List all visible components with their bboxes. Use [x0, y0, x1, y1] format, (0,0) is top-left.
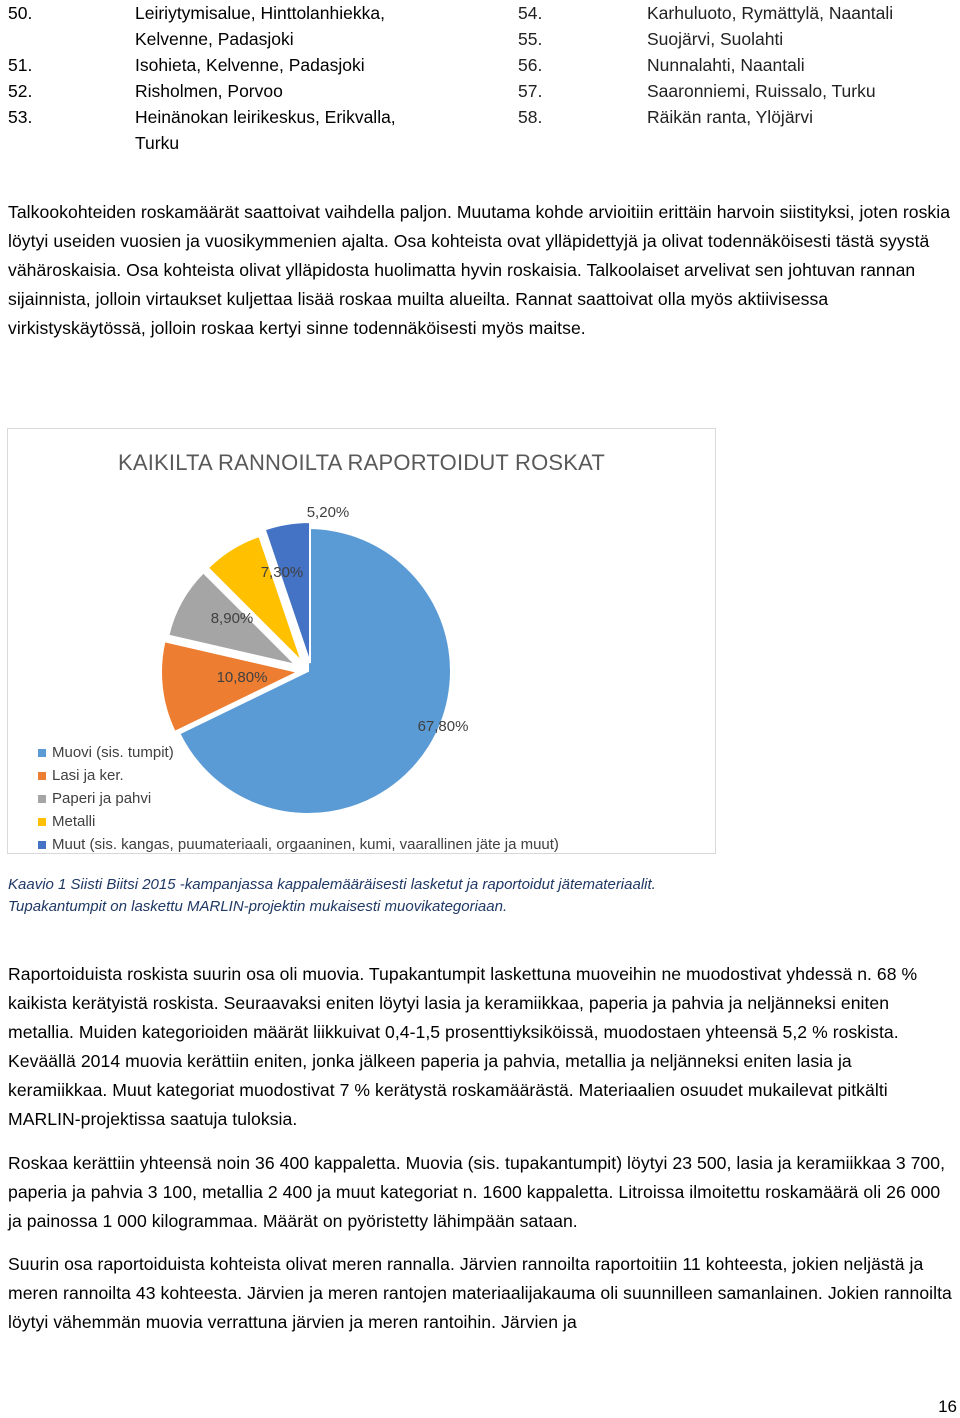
figure-caption — [8, 874, 948, 918]
list-item: 52. Risholmen, Porvoo — [8, 81, 283, 101]
legend-item: Metalli — [38, 810, 559, 833]
legend-item: Paperi ja pahvi — [38, 787, 559, 810]
body-paragraph: Suurin osa raportoiduista kohteista olivat meren rannalla. Järvien rannoilta raportoitiin 11 kohteesta, jokien neljästä ja meren rannoilta 43 kohteesta. Järvien ja meren rantojen materiaalijakauma oli suunnilleen samanlainen. Jokien rannoilta löytyi vähemmän muovia verrattuna järvien ja meren rantoihin. Järvien ja — [8, 1254, 952, 1332]
legend-swatch — [38, 749, 46, 757]
list-item: 53. Heinänokan leirikeskus, Erikvalla, Turku — [8, 107, 396, 153]
data-label: 67,80% — [417, 718, 469, 735]
legend-swatch — [38, 818, 46, 826]
list-item: 54. Karhuluoto, Rymättylä, Naantali — [518, 3, 894, 23]
list-item: 50. Leiriytymisalue, Hinttolanhiekka, Kelvenne, Padasjoki — [8, 3, 385, 49]
list-item: 57. Saaronniemi, Ruissalo, Turku — [518, 81, 876, 101]
legend-swatch — [38, 841, 46, 849]
legend-item: Muut (sis. kangas, puumateriaali, orgaaninen, kumi, vaarallinen jäte ja muut) — [38, 833, 559, 856]
body-paragraph: Raportoiduista roskista suurin osa oli muovia. Tupakantumpit laskettuna muoveihin ne muodostivat yhdessä n. 68 % kaikista kerätyistä roskista. Seuraavaksi eniten löytyi lasia ja keramiikkaa, paperia ja pahvia ja neljänneksi eniten metallia. Muiden kategorioiden määrät liikkuivat 0,4-1,5 prosenttiyksiköissä, muodostaen yhteensä 5,2 % roskista. Keväällä 2014 muovia kerättiin eniten, jonka jälkeen paperia ja pahvia, metallia ja neljänneksi eniten lasia ja keramiikkaa. Muut kategoriat muodostivat 7 % kerätystä roskamäärästä. Materiaalien osuudet mukailevat pitkälti MARLIN-projektissa saatuja tuloksia. — [8, 964, 918, 1129]
data-label: 8,90% — [210, 610, 254, 627]
data-label: 5,20% — [306, 504, 350, 521]
site-list-right — [518, 0, 948, 130]
pie-chart — [7, 428, 716, 854]
body-paragraph: Talkookohteiden roskamäärät saattoivat vaihdella paljon. Muutama kohde arvioitiin erittäin harvoin siistityksi, joten roskia löytyi useiden vuosien ja vuosikymmenien ajalta. Osa kohteista ovat ylläpidettyjä ja olivat todennäköisesti tästä syystä vähäroskaisia. Osa kohteista olivat ylläpidosta huolimatta hyvin roskaisia. Talkoolaiset arvelivat sen johtuvan rannan sijainnista, jolloin virtaukset kuljettaa lisää roskaa muilta alueilta. Rannat saattoivat olla myös aktiivisessa virkistyskäytössä, jolloin roskaa kertyi sinne todennäköisesti myös maitse. — [8, 202, 951, 338]
body-paragraph: Roskaa kerättiin yhteensä noin 36 400 kappaletta. Muovia (sis. tupakantumpit) löytyi 23 500, lasia ja keramiikkaa 3 700, paperia ja pahvia 3 100, metallia 2 400 ja muut kategoriat n. 1600 kappaletta. Litroissa ilmoitettu roskamäärä oli 26 000 ja painossa 1 000 kilogrammaa. Määrät on pyöristetty lähimpään sataan. — [8, 1153, 946, 1231]
legend-item: Muovi (sis. tumpit) — [38, 741, 559, 764]
list-item: 56. Nunnalahti, Naantali — [518, 55, 805, 75]
chart-legend — [38, 741, 559, 856]
legend-swatch — [38, 772, 46, 780]
list-item: 51. Isohieta, Kelvenne, Padasjoki — [8, 55, 365, 75]
legend-swatch — [38, 795, 46, 803]
caption-line: Tupakantumpit on laskettu MARLIN-projektin mukaisesti muovikategoriaan. — [8, 898, 508, 915]
data-label: 10,80% — [216, 669, 268, 686]
list-item: 58. Räikän ranta, Ylöjärvi — [518, 107, 814, 127]
site-list-left — [8, 0, 428, 156]
caption-line: Kaavio 1 Siisti Biitsi 2015 -kampanjassa kappalemääräisesti lasketut ja raportoidut jätemateriaalit. — [8, 876, 656, 893]
data-label: 7,30% — [260, 564, 304, 581]
list-item: 55. Suojärvi, Suolahti — [518, 29, 784, 49]
legend-item: Lasi ja ker. — [38, 764, 559, 787]
chart-title: KAIKILTA RANNOILTA RAPORTOIDUT ROSKAT — [117, 450, 606, 475]
page-number: 16 — [938, 1397, 957, 1416]
